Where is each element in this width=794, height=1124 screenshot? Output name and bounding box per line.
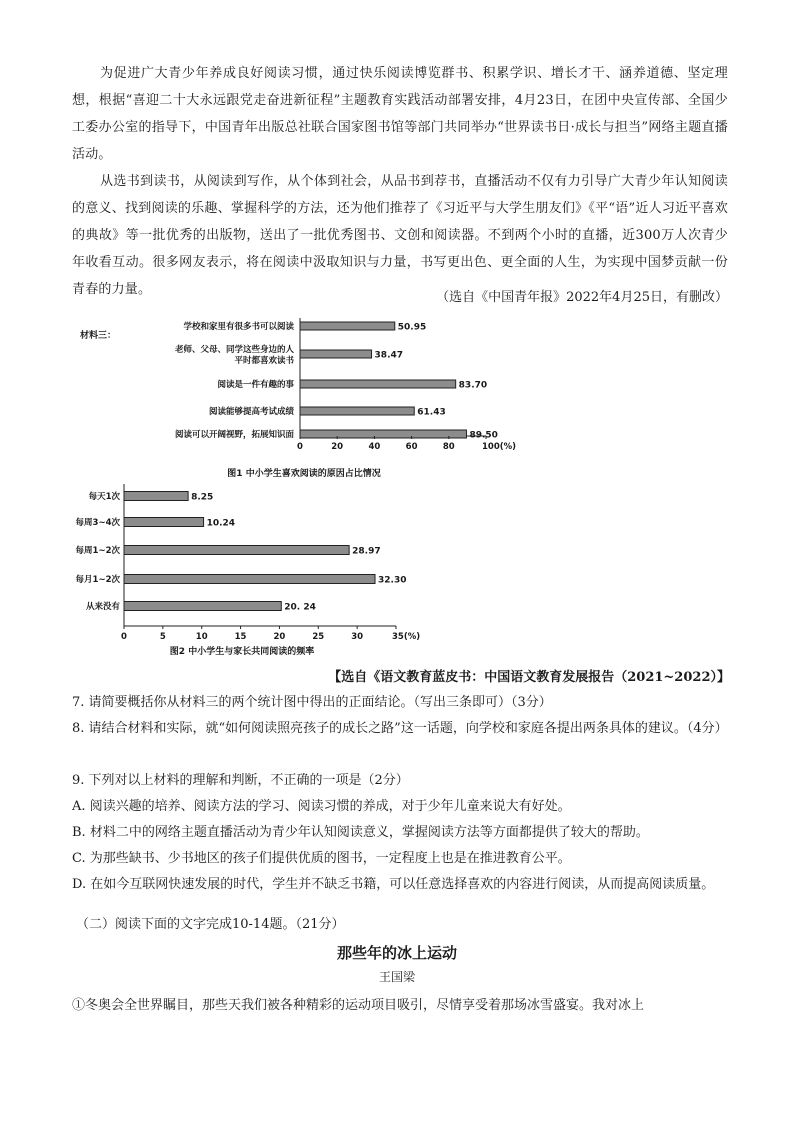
category-label: 每周3~4次 xyxy=(75,518,120,528)
category-label: 阅读能够提高考试成绩 xyxy=(208,407,294,417)
tick-label: 25 xyxy=(312,632,325,642)
data-label: 8.25 xyxy=(191,492,214,503)
tick-label: 20 xyxy=(331,442,344,452)
tick-label: 30 xyxy=(351,632,364,642)
category-label: 每月1~2次 xyxy=(75,575,120,585)
data-label: 32.30 xyxy=(378,575,407,586)
category-label: 阅读是一件有趣的事 xyxy=(217,380,294,390)
section-heading: （二）阅读下面的文字完成10-14题。（21分） xyxy=(76,917,345,932)
bar xyxy=(124,546,349,555)
tick-label: 0 xyxy=(297,442,303,452)
essay-paragraph-1: ①冬奥会全世界瞩目，那些天我们被各种精彩的运动项目吸引，尽情享受着那场冰雪盛宴。我对冰上 xyxy=(72,998,645,1013)
bar xyxy=(124,492,188,501)
data-label: 61.43 xyxy=(417,407,446,418)
data-label: 28.97 xyxy=(352,546,381,557)
chart-reading-frequency xyxy=(74,482,434,658)
option-a: A. 阅读兴趣的培养、阅读方法的学习、阅读习惯的养成，对于少年儿童来说大有好处。 xyxy=(72,799,571,814)
question-8: 8. 请结合材料和实际，就“如何阅读照亮孩子的成长之路”这一话题，向学校和家庭各提出两条具体的建议。（4分） xyxy=(72,721,728,736)
data-label: 38.47 xyxy=(374,350,404,361)
tick-label: 10 xyxy=(195,632,208,642)
bar xyxy=(124,602,281,611)
article-paragraph-2: 从选书到读书，从阅读到写作，从个体到社会，从品书到荐书，直播活动不仅有力引导广大青少年认知阅读的意义、找到阅读的乐趣、掌握科学的方法，还为他们推荐了《习近平与大学生朋友们》《平“语”近人习近平喜欢的典故》等一批优秀的出版物，送出了一批优秀图书、文创和阅读器。不到两个小时的直播，近300万人次青少年收看互动。很多网友表示，将在阅读中汲取知识与力量，书写更出色、更全面的人生，为实现中国梦贡献一份青春的力量。 xyxy=(72,174,728,297)
category-label: 学校和家里有很多书可以阅读 xyxy=(183,322,294,332)
article-paragraph-1: 为促进广大青少年养成良好阅读习惯，通过快乐阅读博览群书、积累学识、增长才干、涵养道德、坚定理想，根据“喜迎二十大永远跟党走奋进新征程”主题教育实践活动部署安排，4月23日，在团中央宣传部、全国少工委办公室的指导下，中国青年出版总社联合国家图书馆等部门共同举办“世界读书日·成长与担当”网络主题直播活动。 xyxy=(72,66,728,162)
tick-label: 20 xyxy=(273,632,286,642)
chart-title: 图2 中小学生与家长共同阅读的频率 xyxy=(169,647,315,657)
option-b: B. 材料二中的网络主题直播活动为青少年认知阅读意义，掌握阅读方法等方面都提供了较大的帮助。 xyxy=(72,825,649,840)
option-d: D. 在如今互联网快速发展的时代，学生并不缺乏书籍，可以任意选择喜欢的内容进行阅读，从而提高阅读质量。 xyxy=(72,877,715,892)
chart-reading-reasons xyxy=(74,312,534,482)
category-label: 每周1~2次 xyxy=(75,546,120,556)
category-label: 每天1次 xyxy=(88,492,120,502)
chart-source: 【选自《语文教育蓝皮书：中国语文教育发展报告（2021~2022）】 xyxy=(328,670,730,685)
tick-label: 100(%) xyxy=(482,442,517,452)
tick-label: 60 xyxy=(405,442,418,452)
tick-label: 80 xyxy=(442,442,455,452)
category-label: 阅读可以开阔视野，拓展知识面 xyxy=(174,430,294,440)
bar xyxy=(124,575,375,584)
tick-label: 0 xyxy=(121,632,127,642)
category-label: 平时都喜欢读书 xyxy=(234,356,294,366)
question-9: 9. 下列对以上材料的理解和判断，不正确的一项是（2分） xyxy=(72,773,409,788)
bar xyxy=(300,430,466,438)
bar xyxy=(300,380,456,388)
material-label: 材料三： xyxy=(80,331,117,341)
tick-label: 15 xyxy=(234,632,247,642)
bar xyxy=(300,322,395,330)
bar xyxy=(300,350,372,358)
option-c: C. 为那些缺书、少书地区的孩子们提供优质的图书，一定程度上也是在推进教育公平。 xyxy=(72,851,571,866)
bar xyxy=(300,407,414,415)
chart-title: 图1 中小学生喜欢阅读的原因占比情况 xyxy=(227,469,381,479)
data-label: 89.50 xyxy=(469,430,498,441)
essay-title: 那些年的冰上运动 xyxy=(336,944,457,962)
data-label: 10.24 xyxy=(206,518,236,529)
category-label: 从来没有 xyxy=(85,602,120,612)
data-label: 50.95 xyxy=(397,322,427,333)
data-label: 20. 24 xyxy=(284,602,316,613)
data-label: 83.70 xyxy=(458,380,488,391)
question-7: 7. 请简要概括你从材料三的两个统计图中得出的正面结论。（写出三条即可）（3分） xyxy=(72,695,552,710)
bar xyxy=(124,518,204,527)
essay-author: 王国梁 xyxy=(378,970,415,984)
category-label: 老师、父母、同学这些身边的人 xyxy=(174,345,294,355)
tick-label: 5 xyxy=(159,632,166,642)
tick-label: 40 xyxy=(368,442,381,452)
article-source: （选自《中国青年报》2022年4月25日，有删改） xyxy=(436,290,728,305)
tick-label: 35(%) xyxy=(392,632,421,642)
